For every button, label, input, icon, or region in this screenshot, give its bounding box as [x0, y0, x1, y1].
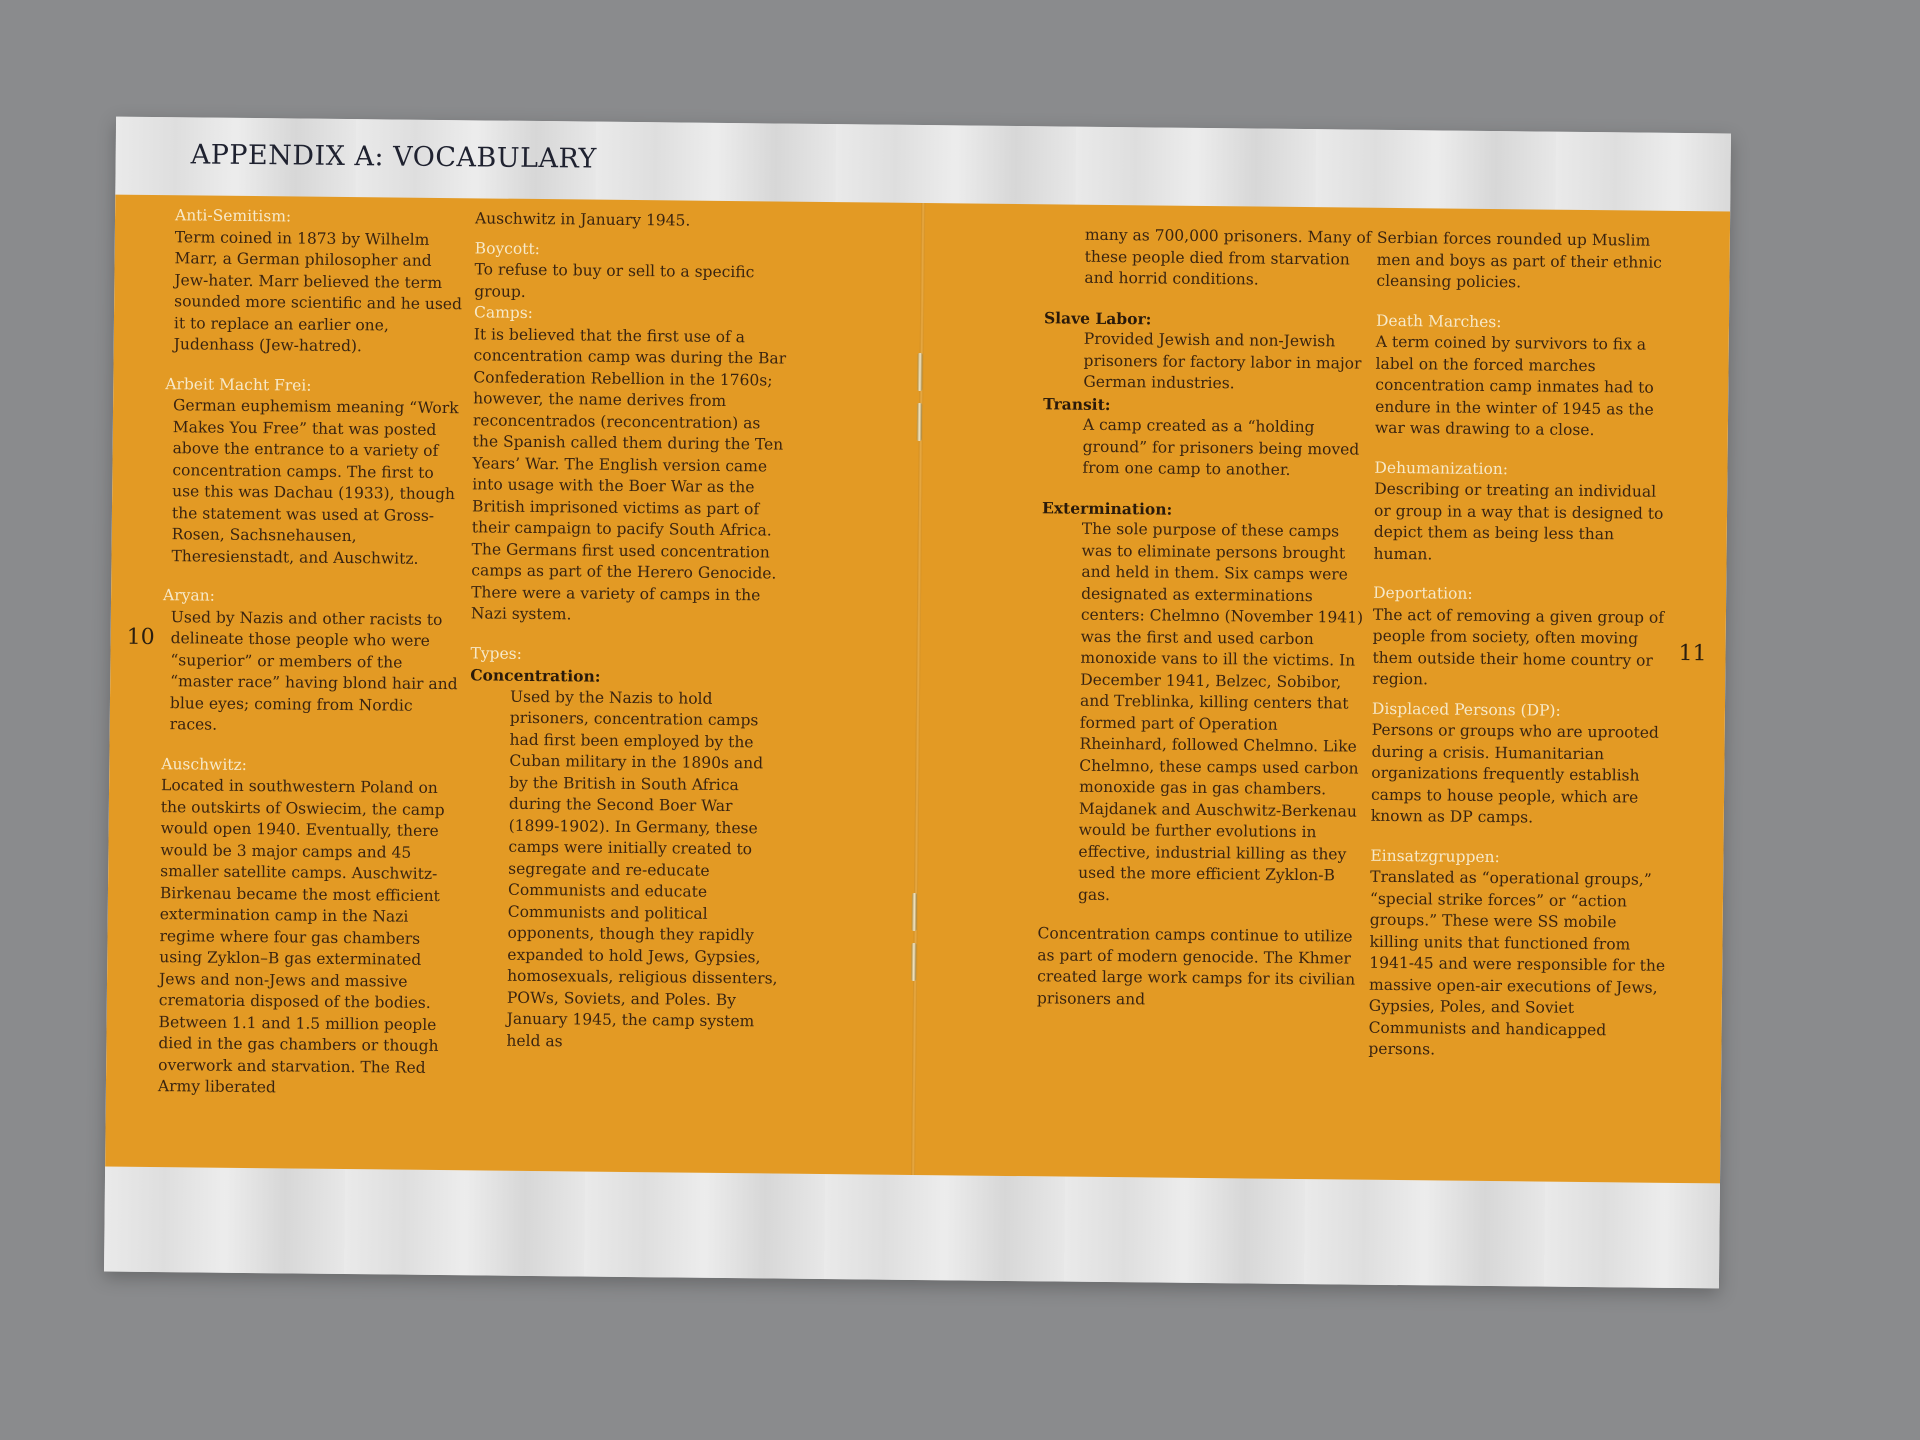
term-camps: Camps: — [473, 303, 534, 322]
booklet — [104, 117, 1731, 1289]
column-1 — [158, 205, 467, 1101]
orange-content-panel — [105, 195, 1730, 1184]
term-types: Types: — [470, 643, 522, 663]
staple-top — [917, 353, 922, 391]
def-deportation: The act of removing a given group of people from society, often moving them outside their home country or region. — [1372, 605, 1665, 689]
column-4 — [1368, 228, 1677, 1064]
page-number-right: 11 — [1678, 640, 1707, 667]
term-arbeit-macht-frei: Arbeit Macht Frei: — [165, 374, 312, 395]
def-boycott: To refuse to buy or sell to a specific group. — [474, 260, 755, 301]
def-extermination: The sole purpose of these camps was to eliminate persons brought and held in them. Six camps were designated as exterminations centers: Chelmno (November 1941) was the first and used carbon monoxide vans to ill the victims. In December 1941, Belzec, Sobibor, and Treblinka, killing centers that formed part of Operation Rheinhard, followed Chelmno. Like Chelmno, these camps used carbon monoxide gas in gas chambers. Majdanek and Auschwitz-Berkenau would be further evolutions in effective, industrial killing as they used the more efficient Zyklon-B gas. — [1077, 519, 1364, 904]
column-3 — [1037, 224, 1375, 1012]
subterm-slave-labor: Slave Labor: — [1043, 307, 1152, 328]
def-arbeit-macht-frei: German euphemism meaning “Work Makes You Free” that was posted above the entrance to a variety of concentration camps. The first to use this was Dachau (1933), though the statement was used at Gross-Rosen, Sachsnehausen, Theresienstadt, and Auschwitz. — [171, 396, 459, 568]
def-camps: It is believed that the first use of a concentration camp was during the Bar Confederation Rebellion in the 1760s; however, the name derives from reconcentrados (reconcentration) as the Spanish called them during the Ten Years’ War. The English version came into usage with the Boer War as the British imprisoned victims as part of their campaign to pacify South Africa. The Germans first used concentration camps as part of the Herero Genocide. There were a variety of camps in the Nazi system. — [470, 324, 787, 624]
def-anti-semitism: Term coined in 1873 by Wilhelm Marr, a German philosopher and Jew-hater. Marr believed the term sounded more scientific and he used it to replace an earlier one, Judenhass (Jew-hatred). — [173, 227, 463, 356]
term-displaced-persons: Displaced Persons (DP): — [1371, 699, 1561, 720]
subterm-concentration: Concentration: — [470, 665, 601, 686]
def-einsatzgruppen: Translated as “operational groups,” “special strike forces” or “action groups.” These were SS mobile killing units that functioned from 1941-45 and were responsible for the massive open-air executions of Jews, Gypsies, Poles, and Soviet Communists and handicapped persons. — [1368, 867, 1666, 1059]
auschwitz-continued: Auschwitz in January 1945. — [474, 209, 691, 230]
term-death-marches: Death Marches: — [1375, 311, 1502, 331]
column-2 — [466, 208, 790, 1054]
term-einsatzgruppen: Einsatzgruppen: — [1370, 846, 1500, 866]
term-auschwitz: Auschwitz: — [161, 754, 248, 774]
def-slave-labor: Provided Jewish and non-Jewish prisoners for factory labor in major German industries. — [1083, 329, 1362, 393]
term-deportation: Deportation: — [1373, 583, 1473, 603]
term-dehumanization: Dehumanization: — [1374, 458, 1509, 478]
def-dehumanization: Describing or treating an individual or group in a way that is designed to depict them as being less than human. — [1373, 479, 1664, 563]
def-aryan: Used by Nazis and other racists to delineate those people who were “superior” or members of the “master race” having blond hair and blue eyes; coming from Nordic races. — [169, 607, 458, 734]
genocide-continued: Serbian forces rounded up Muslim men and boys as part of their ethnic cleansing policies. — [1376, 228, 1663, 292]
def-displaced-persons: Persons or groups who are uprooted during a crisis. Humanitarian organizations frequently establish camps to house people, which are known as DP camps. — [1370, 720, 1659, 827]
def-death-marches: A term coined by survivors to fix a label on the forced marches concentration camp inmates had to endure in the winter of 1945 as the war was drawing to a close. — [1374, 332, 1654, 440]
term-boycott: Boycott: — [474, 238, 540, 258]
center-fold — [911, 203, 925, 1175]
term-aryan: Aryan: — [162, 586, 215, 605]
def-concentration: Used by the Nazis to hold prisoners, concentration camps had first been employed by the Cuban military in the 1890s and by the British in South Africa during the Second Boer War (1899-1902). In Germany, these camps were initially created to segregate and re-educate Communists and educate Communists and political opponents, though they rapidly expanded to hold Jews, Gypsies, homosexuals, religious dissenters, POWs, Soviets, and Poles. By January 1945, the camp system held as — [506, 687, 778, 1050]
staple-bottom-2 — [911, 943, 916, 981]
def-auschwitz: Located in southwestern Poland on the outskirts of Oswiecim, the camp would open 1940. Eventually, there would be 3 major camps and 45 smaller satellite camps. Auschwitz-Birkenau became the most efficient extermination camp in the Nazi regime where four gas chambers using Zyklon–B gas exterminated Jews and non-Jews and massive crematoria disposed of the bodies. Between 1.1 and 1.5 million people died in the gas chambers or though overwork and starvation. The Red Army liberated — [157, 776, 445, 1097]
subterm-extermination: Extermination: — [1041, 497, 1173, 519]
subterm-transit: Transit: — [1043, 393, 1111, 414]
bottom-photo-strip — [104, 1167, 1720, 1289]
term-anti-semitism: Anti-Semitism: — [174, 206, 292, 226]
paragraph-modern-genocide: Concentration camps continue to utilize as part of modern genocide. The Khmer created large work camps for its civilian prisoners and — [1036, 924, 1356, 1008]
page-number-left: 10 — [126, 624, 155, 651]
staple-bottom — [912, 893, 917, 931]
concentration-continued: many as 700,000 prisoners. Many of these people died from starvation and horrid conditions. — [1084, 225, 1372, 289]
page-title: APPENDIX A: VOCABULARY — [190, 139, 597, 175]
staple-top-2 — [917, 403, 922, 441]
def-transit: A camp created as a “holding ground” for prisoners being moved from one camp to another. — [1082, 415, 1360, 479]
